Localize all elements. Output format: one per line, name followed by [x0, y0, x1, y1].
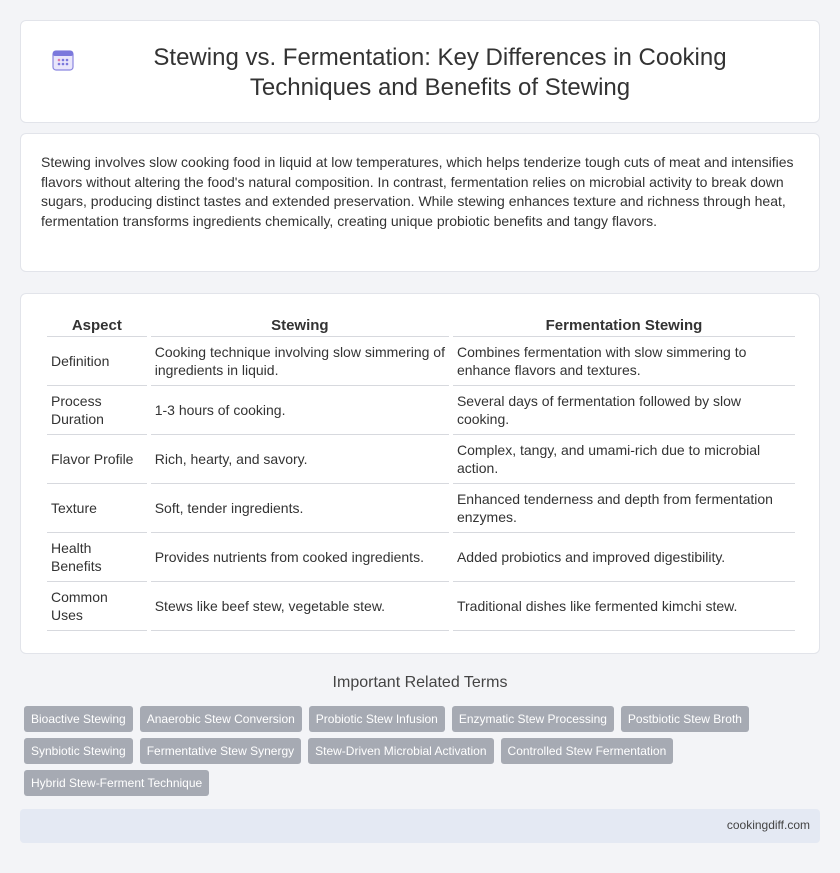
comparison-table-card [20, 293, 820, 654]
header-card [20, 20, 820, 123]
related-term-tag[interactable]: Controlled Stew Fermentation [501, 738, 674, 764]
related-term-tag[interactable]: Probiotic Stew Infusion [309, 706, 445, 732]
related-term-tag[interactable]: Anaerobic Stew Conversion [140, 706, 302, 732]
table-cell: Provides nutrients from cooked ingredients. [151, 533, 449, 582]
table-row [47, 484, 795, 533]
table-cell: Common Uses [47, 582, 147, 631]
table-cell: Rich, hearty, and savory. [151, 435, 449, 484]
table-cell: Several days of fermentation followed by slow cooking. [453, 386, 795, 435]
column-header: Stewing [151, 315, 449, 337]
footer [20, 809, 820, 843]
table-row [47, 582, 795, 631]
table-cell: Complex, tangy, and umami-rich due to microbial action. [453, 435, 795, 484]
table-cell: 1-3 hours of cooking. [151, 386, 449, 435]
related-term-tag[interactable]: Stew-Driven Microbial Activation [308, 738, 493, 764]
column-header: Aspect [47, 315, 147, 337]
table-cell: Cooking technique involving slow simmering of ingredients in liquid. [151, 337, 449, 386]
table-cell: Health Benefits [47, 533, 147, 582]
related-term-tag[interactable]: Synbiotic Stewing [24, 738, 133, 764]
calendar-icon [51, 48, 75, 72]
related-term-tag[interactable]: Bioactive Stewing [24, 706, 133, 732]
table-cell: Stews like beef stew, vegetable stew. [151, 582, 449, 631]
page-title: Stewing vs. Fermentation: Key Differences in Cooking Techniques and Benefits of Stewing [153, 44, 727, 101]
header [21, 43, 819, 103]
table-row [47, 533, 795, 582]
table-header-row [47, 315, 795, 337]
comparison-table [43, 315, 799, 631]
table-cell: Enhanced tenderness and depth from fermentation enzymes. [453, 484, 795, 533]
table-row [47, 386, 795, 435]
table-cell: Added probiotics and improved digestibility. [453, 533, 795, 582]
table-cell: Traditional dishes like fermented kimchi stew. [453, 582, 795, 631]
related-terms-tags [24, 706, 804, 796]
intro-paragraph: Stewing involves slow cooking food in liquid at low temperatures, which helps tenderize tough cuts of meat and intensifies flavors without altering the food's natural composition. In contrast, fermentation relies on microbial activity to break down sugars, producing distinct tastes and extended preservation. While stewing enhances texture and richness through heat, fermentation transforms ingredients chemically, creating unique probiotic benefits and tangy flavors. [41, 154, 794, 229]
footer-site-link[interactable]: cookingdiff.com [726, 818, 810, 832]
table-cell: Process Duration [47, 386, 147, 435]
column-header: Fermentation Stewing [453, 315, 795, 337]
table-cell: Texture [47, 484, 147, 533]
related-term-tag[interactable]: Postbiotic Stew Broth [621, 706, 749, 732]
related-terms-title: Important Related Terms [332, 674, 508, 691]
table-row [47, 337, 795, 386]
related-term-tag[interactable]: Fermentative Stew Synergy [140, 738, 301, 764]
table-cell: Flavor Profile [47, 435, 147, 484]
table-cell: Soft, tender ingredients. [151, 484, 449, 533]
related-term-tag[interactable]: Hybrid Stew-Ferment Technique [24, 770, 209, 796]
intro-card [20, 133, 820, 272]
table-row [47, 435, 795, 484]
table-cell: Combines fermentation with slow simmering to enhance flavors and textures. [453, 337, 795, 386]
table-cell: Definition [47, 337, 147, 386]
related-term-tag[interactable]: Enzymatic Stew Processing [452, 706, 614, 732]
